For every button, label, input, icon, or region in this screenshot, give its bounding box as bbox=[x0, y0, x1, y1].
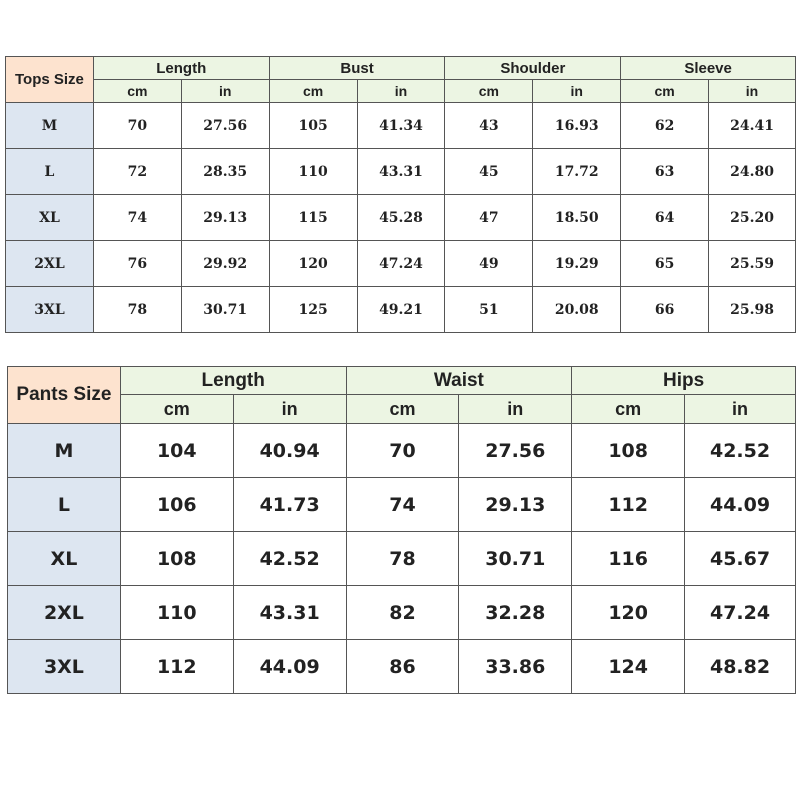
table-cell: 20.08 bbox=[533, 287, 621, 333]
table-cell: 64 bbox=[621, 195, 709, 241]
pants-unit-header: cm bbox=[120, 395, 233, 424]
pants-size-table bbox=[7, 366, 796, 694]
pants-unit-header: in bbox=[233, 395, 346, 424]
table-cell: 25.98 bbox=[709, 287, 796, 333]
table-cell: 76 bbox=[93, 241, 181, 287]
table-cell: 70 bbox=[93, 103, 181, 149]
table-cell: 24.80 bbox=[709, 149, 796, 195]
pants-unit-header: cm bbox=[346, 395, 459, 424]
tops-group-header: Sleeve bbox=[621, 57, 796, 80]
pants-size-label: L bbox=[8, 478, 121, 532]
table-cell: 48.82 bbox=[685, 640, 796, 694]
pants-unit-header: in bbox=[459, 395, 572, 424]
table-cell: 41.73 bbox=[233, 478, 346, 532]
table-cell: 120 bbox=[572, 586, 685, 640]
table-cell: 72 bbox=[93, 149, 181, 195]
table-cell: 32.28 bbox=[459, 586, 572, 640]
table-cell: 120 bbox=[269, 241, 357, 287]
pants-size-label: XL bbox=[8, 532, 121, 586]
table-cell: 25.59 bbox=[709, 241, 796, 287]
table-row bbox=[8, 640, 796, 694]
table-cell: 24.41 bbox=[709, 103, 796, 149]
table-cell: 16.93 bbox=[533, 103, 621, 149]
table-row bbox=[8, 424, 796, 478]
tops-unit-header: in bbox=[533, 80, 621, 103]
table-row bbox=[6, 287, 796, 333]
tops-group-header: Bust bbox=[269, 57, 445, 80]
tops-group-header-row bbox=[6, 57, 796, 80]
table-cell: 40.94 bbox=[233, 424, 346, 478]
pants-group-header: Hips bbox=[572, 367, 796, 395]
table-cell: 116 bbox=[572, 532, 685, 586]
table-cell: 42.52 bbox=[233, 532, 346, 586]
table-cell: 30.71 bbox=[459, 532, 572, 586]
table-cell: 28.35 bbox=[181, 149, 269, 195]
table-cell: 112 bbox=[572, 478, 685, 532]
table-cell: 45.67 bbox=[685, 532, 796, 586]
table-cell: 42.52 bbox=[685, 424, 796, 478]
tops-size-label: 3XL bbox=[6, 287, 94, 333]
tops-size-label: 2XL bbox=[6, 241, 94, 287]
pants-size-label: 2XL bbox=[8, 586, 121, 640]
pants-group-header: Waist bbox=[346, 367, 572, 395]
pants-unit-header: cm bbox=[572, 395, 685, 424]
table-cell: 43.31 bbox=[233, 586, 346, 640]
table-row bbox=[8, 478, 796, 532]
table-cell: 65 bbox=[621, 241, 709, 287]
table-cell: 86 bbox=[346, 640, 459, 694]
table-cell: 108 bbox=[572, 424, 685, 478]
pants-group-header: Length bbox=[120, 367, 346, 395]
table-cell: 105 bbox=[269, 103, 357, 149]
table-cell: 106 bbox=[120, 478, 233, 532]
pants-unit-header: in bbox=[685, 395, 796, 424]
table-cell: 115 bbox=[269, 195, 357, 241]
tops-group-header: Length bbox=[93, 57, 269, 80]
table-cell: 51 bbox=[445, 287, 533, 333]
pants-table-body bbox=[8, 367, 796, 694]
table-cell: 47.24 bbox=[685, 586, 796, 640]
table-row bbox=[8, 532, 796, 586]
table-cell: 78 bbox=[93, 287, 181, 333]
pants-group-header-row bbox=[8, 367, 796, 395]
table-row bbox=[6, 195, 796, 241]
tops-group-header: Shoulder bbox=[445, 57, 621, 80]
table-cell: 45 bbox=[445, 149, 533, 195]
tops-table-body bbox=[6, 57, 796, 333]
tops-size-table bbox=[5, 56, 796, 333]
table-cell: 25.20 bbox=[709, 195, 796, 241]
table-cell: 44.09 bbox=[685, 478, 796, 532]
table-cell: 125 bbox=[269, 287, 357, 333]
table-cell: 47.24 bbox=[357, 241, 445, 287]
table-cell: 63 bbox=[621, 149, 709, 195]
table-cell: 110 bbox=[120, 586, 233, 640]
tops-unit-header: in bbox=[709, 80, 796, 103]
table-cell: 62 bbox=[621, 103, 709, 149]
table-cell: 41.34 bbox=[357, 103, 445, 149]
table-cell: 19.29 bbox=[533, 241, 621, 287]
table-cell: 45.28 bbox=[357, 195, 445, 241]
table-cell: 33.86 bbox=[459, 640, 572, 694]
table-cell: 49.21 bbox=[357, 287, 445, 333]
table-cell: 49 bbox=[445, 241, 533, 287]
table-row bbox=[8, 586, 796, 640]
table-cell: 44.09 bbox=[233, 640, 346, 694]
table-cell: 70 bbox=[346, 424, 459, 478]
table-cell: 43.31 bbox=[357, 149, 445, 195]
table-row bbox=[6, 241, 796, 287]
table-cell: 29.92 bbox=[181, 241, 269, 287]
table-row bbox=[6, 149, 796, 195]
table-cell: 27.56 bbox=[459, 424, 572, 478]
pants-size-label: M bbox=[8, 424, 121, 478]
table-cell: 112 bbox=[120, 640, 233, 694]
tops-unit-header: cm bbox=[93, 80, 181, 103]
pants-size-label: 3XL bbox=[8, 640, 121, 694]
table-cell: 66 bbox=[621, 287, 709, 333]
table-cell: 30.71 bbox=[181, 287, 269, 333]
tops-unit-header: cm bbox=[269, 80, 357, 103]
tops-size-label: L bbox=[6, 149, 94, 195]
tops-size-header: Tops Size bbox=[6, 57, 94, 103]
pants-unit-header-row bbox=[8, 395, 796, 424]
tops-size-label: XL bbox=[6, 195, 94, 241]
table-cell: 47 bbox=[445, 195, 533, 241]
tops-unit-header: cm bbox=[445, 80, 533, 103]
tops-unit-header: in bbox=[357, 80, 445, 103]
table-cell: 27.56 bbox=[181, 103, 269, 149]
table-row bbox=[6, 103, 796, 149]
table-cell: 74 bbox=[93, 195, 181, 241]
pants-size-header: Pants Size bbox=[8, 367, 121, 424]
tops-unit-header-row bbox=[6, 80, 796, 103]
table-cell: 82 bbox=[346, 586, 459, 640]
tops-size-label: M bbox=[6, 103, 94, 149]
table-cell: 29.13 bbox=[459, 478, 572, 532]
table-cell: 29.13 bbox=[181, 195, 269, 241]
table-cell: 74 bbox=[346, 478, 459, 532]
table-cell: 18.50 bbox=[533, 195, 621, 241]
table-cell: 108 bbox=[120, 532, 233, 586]
tops-unit-header: in bbox=[181, 80, 269, 103]
table-cell: 110 bbox=[269, 149, 357, 195]
table-cell: 17.72 bbox=[533, 149, 621, 195]
table-cell: 78 bbox=[346, 532, 459, 586]
tops-unit-header: cm bbox=[621, 80, 709, 103]
table-cell: 124 bbox=[572, 640, 685, 694]
table-cell: 43 bbox=[445, 103, 533, 149]
table-cell: 104 bbox=[120, 424, 233, 478]
